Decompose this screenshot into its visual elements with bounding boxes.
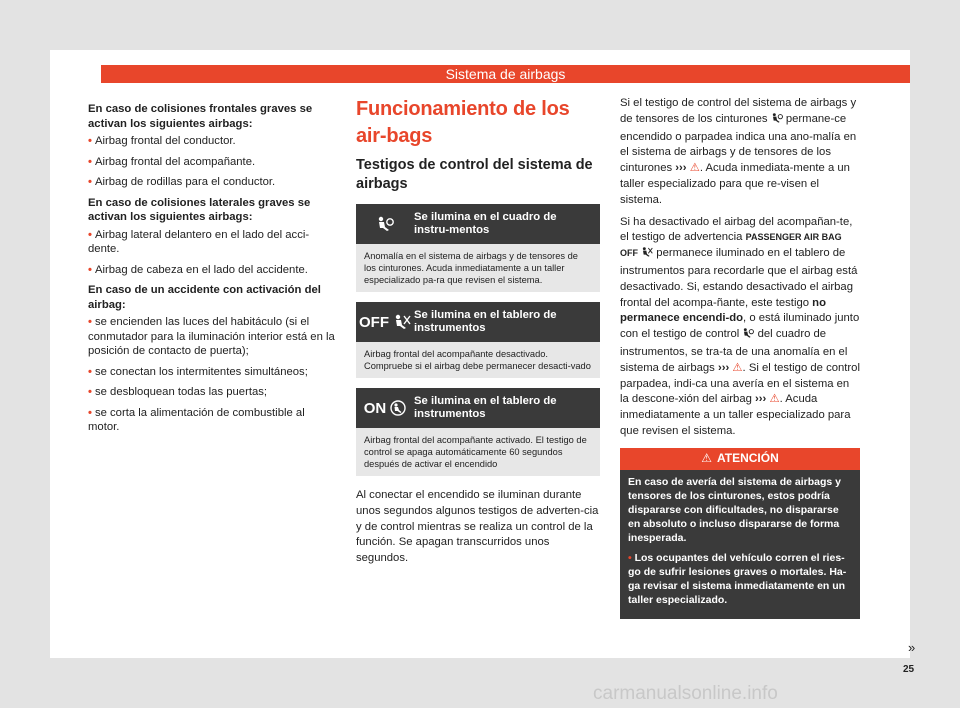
airbag-icon xyxy=(742,327,754,345)
list-item: • Airbag de rodillas para el conductor. xyxy=(88,176,276,188)
list-item: • se conectan los intermitentes simultáneos; xyxy=(88,365,308,378)
warning-icon: ⚠ xyxy=(701,450,712,465)
heading-activacion: En caso de un accidente con activación del airbag: xyxy=(88,284,321,311)
airbag-off-icon: OFF xyxy=(356,314,414,331)
section-header: Sistema de airbags xyxy=(101,65,910,83)
airbag-icon xyxy=(356,216,414,232)
paragraph: Al conectar el encendido se iluminan durante unos segundos algunos testigos de adverten-cia y de control mientras se realiza un control de la función. Se apagan transcurridos unos segundos. xyxy=(356,489,599,565)
warning-icon: ⚠ xyxy=(689,162,700,175)
watermark: carmanualsonline.info xyxy=(593,683,778,704)
lamp-title: Se ilumina en el tablero de instrumentos xyxy=(414,308,557,334)
lamp-box-on xyxy=(356,388,600,476)
warning-bullet: • Los ocupantes del vehículo corren el ries-go de sufrir lesiones graves o mortales. Ha-ga revisar el sistema inmediatamente en un taller especializado. xyxy=(628,551,847,606)
lamp-description: Anomalía en el sistema de airbags y de tensores de los cinturones. Acuda inmediatamente a un taller especializado pa-ra que revisen el sistema. xyxy=(356,244,600,292)
passenger-airbag-off-label: PASSENGER AIR BAG OFF xyxy=(620,232,842,259)
column-left xyxy=(88,96,338,441)
list-item: • Airbag frontal del acompañante. xyxy=(88,155,256,168)
column-middle xyxy=(356,96,600,567)
warning-icon: ⚠ xyxy=(769,393,780,406)
column-right xyxy=(620,96,860,619)
cross-reference[interactable]: ››› xyxy=(675,162,687,175)
warning-box xyxy=(620,448,860,619)
continue-arrow: » xyxy=(908,640,916,655)
page xyxy=(50,50,916,675)
lamp-box-off xyxy=(356,302,600,378)
lamp-box-fault xyxy=(356,204,600,292)
list-item: • se corta la alimentación de combustible al motor. xyxy=(88,406,305,433)
list-item: • se desbloquean todas las puertas; xyxy=(88,386,268,398)
warning-title: ATENCIÓN xyxy=(716,450,779,465)
list-item: • Airbag frontal del conductor. xyxy=(88,135,236,147)
lamp-title: Se ilumina en el cuadro de instru-mentos xyxy=(414,210,557,236)
list-item: • Airbag de cabeza en el lado del accidente. xyxy=(88,263,308,276)
page-title: Funcionamiento de los air-bags xyxy=(356,98,570,147)
warning-text: En caso de avería del sistema de airbags y tensores de los cinturones, estos podría dispararse con dificultades, no dispararse en absoluto o incluso dispararse de forma inesperada. xyxy=(628,475,842,544)
lamp-title: Se ilumina en el tablero de instrumentos xyxy=(414,394,557,420)
cross-reference[interactable]: ››› xyxy=(755,393,767,406)
airbag-on-icon: ON xyxy=(356,400,414,417)
lamp-description: Airbag frontal del acompañante desactivado. Compruebe si el airbag debe permanecer desacti-vado xyxy=(356,342,600,378)
paragraph: Si el testigo de control del sistema de airbags y de tensores de los cinturones permane-ce encendido o parpadea indica una ano-malía en el sistema de airbags y de tensores de los cinturones ››› ⚠. Acuda inmediata-mente a un taller especializado para que re-visen el sistema. xyxy=(620,97,857,206)
list-item: • se encienden las luces del habitáculo (si el conmutador para la iluminación interior está en la posición de contacto de puerta); xyxy=(88,316,335,357)
heading-frontal: En caso de colisiones frontales graves se activan los siguientes airbags: xyxy=(88,103,313,130)
page-number: 25 xyxy=(903,664,915,675)
section-subtitle: Testigos de control del sistema de airbags xyxy=(356,157,593,192)
paragraph: Si ha desactivado el airbag del acompañan-te, el testigo de advertencia PASSENGER AIR BAG OFF permanece iluminado en el tablero de instrumentos para recordarle que el airbag está desactivado. Si, estando desactivado el airbag frontal del acompa-ñante, este testigo no permanece encendi-do, o está iluminado junto con el testigo de control del cuadro de instrumentos, se tra-ta de una anomalía en el sistema de airbags ››› ⚠. Si el testigo de control parpadea, indi-ca una avería en el sistema en la descone-xión del airbag ››› ⚠. Acuda inmediatamente a un taller especializado para que revisen el sistema. xyxy=(620,215,860,437)
lamp-description: Airbag frontal del acompañante activado. El testigo de control se apaga automáticamente 60 segundos después de activar el encendido xyxy=(356,428,600,476)
cross-reference[interactable]: ››› xyxy=(717,361,730,374)
heading-lateral: En caso de colisiones laterales graves se activan los siguientes airbags: xyxy=(88,196,311,223)
warning-icon: ⚠ xyxy=(732,361,743,374)
list-item: • Airbag lateral delantero en el lado del acci-dente. xyxy=(88,228,310,255)
airbag-icon xyxy=(771,112,783,130)
airbag-off-icon xyxy=(641,246,653,264)
